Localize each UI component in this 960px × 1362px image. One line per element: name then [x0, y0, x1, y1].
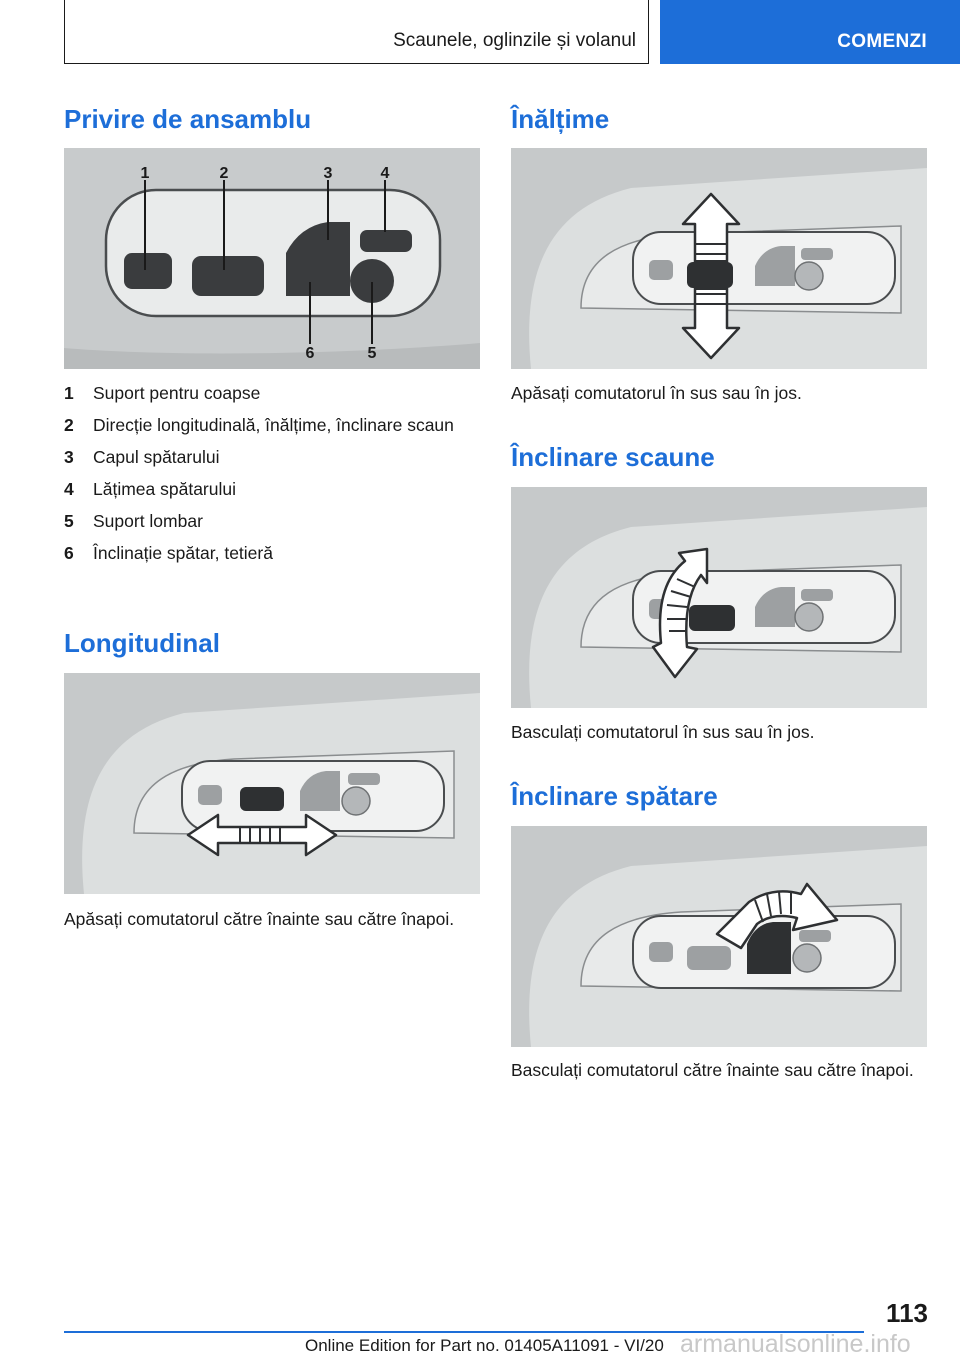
longitudinal-figure: [64, 673, 480, 894]
header-box: [64, 0, 649, 64]
legend-item: [64, 381, 484, 406]
legend-number: 6: [64, 543, 74, 563]
legend-item: [64, 477, 484, 502]
callout-1: 1: [140, 165, 150, 182]
page-number: 113: [886, 1298, 928, 1328]
legend-text: Direcție longitudinală, înălțime, înclinare scaun: [93, 415, 454, 435]
seat-tilt-figure: [511, 487, 927, 708]
legend-item: [64, 445, 484, 470]
legend-text: Lățimea spătarului: [93, 479, 236, 499]
legend-item: [64, 413, 484, 438]
chapter-label: COMENZI: [837, 31, 927, 52]
seat-position-switch: [240, 787, 284, 811]
watermark: armanualsonline.info: [680, 1330, 911, 1358]
overview-legend: [64, 381, 484, 573]
legend-item: [64, 509, 484, 534]
legend-number: 1: [64, 383, 74, 403]
thigh-support-switch: [124, 253, 172, 289]
legend-text: Suport pentru coapse: [93, 383, 261, 403]
backrest-tilt-illustration: [511, 826, 927, 1047]
longitudinal-caption: Apăsați comutatorul către înainte sau către înapoi.: [64, 909, 455, 929]
seat-controls-overview-illustration: [64, 148, 480, 369]
callout-5: 5: [367, 345, 377, 362]
callout-3: 3: [323, 165, 333, 182]
legend-number: 4: [64, 479, 74, 499]
overview-heading: Privire de ansamblu: [64, 104, 312, 134]
longitudinal-adjust-illustration: [64, 673, 480, 894]
seat-tilt-caption: Basculați comutatorul în sus sau în jos.: [511, 722, 815, 742]
seat-tilt-heading: Înclinare scaune: [511, 442, 715, 472]
callout-6: 6: [305, 345, 315, 362]
legend-item: [64, 541, 484, 566]
backrest-tilt-heading: Înclinare spătare: [511, 781, 718, 811]
seat-position-switch: [192, 256, 264, 296]
height-figure: [511, 148, 927, 369]
backrest-tilt-figure: [511, 826, 927, 1047]
seat-position-switch: [689, 605, 735, 631]
height-caption: Apăsați comutatorul în sus sau în jos.: [511, 383, 802, 403]
legend-text: Înclinație spătar, tetieră: [93, 543, 273, 563]
edition-text: Online Edition for Part no. 01405A11091 - VI/20: [305, 1336, 664, 1355]
chapter-tab[interactable]: [660, 0, 960, 64]
height-adjust-illustration: [511, 148, 927, 369]
height-heading: Înălțime: [511, 104, 610, 134]
backrest-width-switch: [360, 230, 412, 252]
legend-number: 5: [64, 511, 74, 531]
legend-text: Suport lombar: [93, 511, 203, 531]
callout-4: 4: [380, 165, 390, 182]
backrest-tilt-caption: Basculați comutatorul către înainte sau către înapoi.: [511, 1060, 914, 1080]
callout-2: 2: [219, 165, 229, 182]
legend-text: Capul spătarului: [93, 447, 220, 467]
legend-number: 3: [64, 447, 74, 467]
legend-number: 2: [64, 415, 74, 435]
overview-figure: [64, 148, 480, 369]
seat-tilt-illustration: [511, 487, 927, 708]
section-title: Scaunele, oglinzile și volanul: [393, 30, 636, 51]
longitudinal-heading: Longitudinal: [64, 628, 220, 658]
